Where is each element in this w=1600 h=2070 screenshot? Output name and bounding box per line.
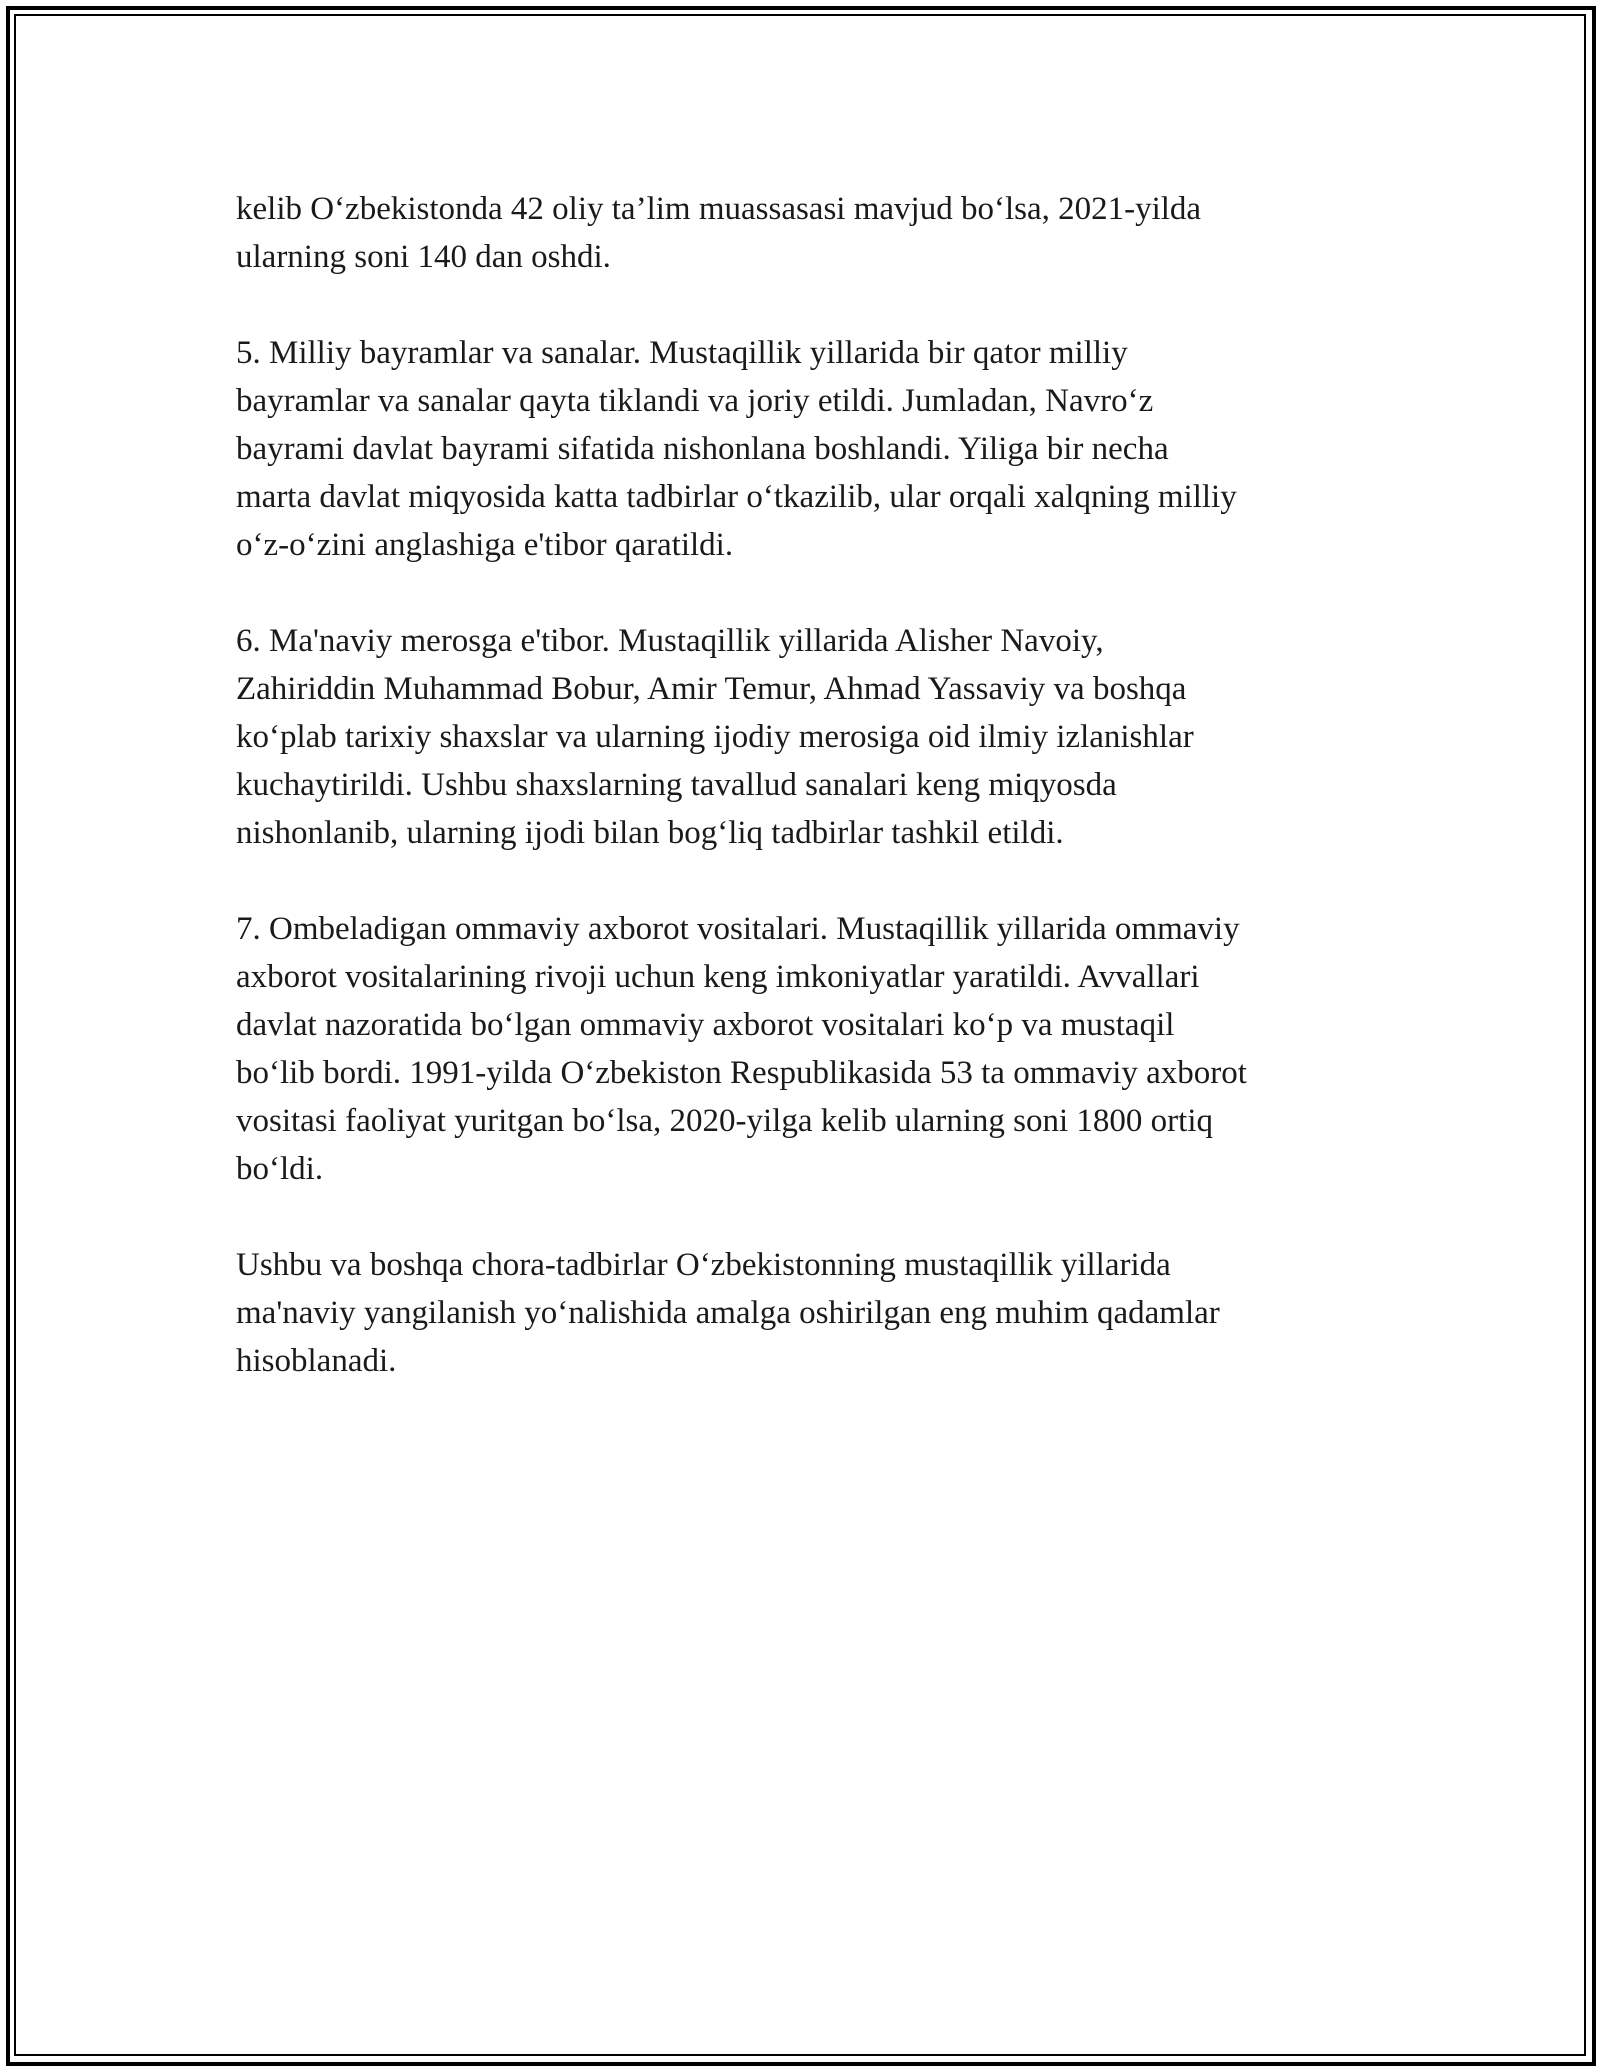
paragraph-item-5: 5. Milliy bayramlar va sanalar. Mustaqillik yillarida bir qator milliy bayramlar va sanalar qayta tiklandi va joriy etildi. Jumladan, Navro‘z bayrami davlat bayrami sifatida nishonlana boshlandi. Yiliga bir necha marta davlat miqyosida katta tadbirlar o‘tkazilib, ular orqali xalqning milliy o‘z-o‘zini anglashiga e'tibor qaratildi. [236,335,1237,563]
paragraph-continuation: kelib O‘zbekistonda 42 oliy ta’lim muassasasi mavjud bo‘lsa, 2021-yilda ularning soni 140 dan oshdi. [236,191,1202,275]
document-body [236,185,1376,1433]
paragraph-conclusion: Ushbu va boshqa chora-tadbirlar O‘zbekistonning mustaqillik yillarida ma'naviy yangilanish yo‘nalishida amalga oshirilgan eng muhim qadamlar hisoblanadi. [236,1247,1220,1379]
paragraph-item-6: 6. Ma'naviy merosga e'tibor. Mustaqillik yillarida Alisher Navoiy, Zahiriddin Muhammad Bobur, Amir Temur, Ahmad Yassaviy va boshqa ko‘plab tarixiy shaxslar va ularning ijodiy merosiga oid ilmiy izlanishlar kuchaytirildi. Ushbu shaxslarning tavallud sanalari keng miqyosda nishonlanib, ularning ijodi bilan bog‘liq tadbirlar tashkil etildi. [236,623,1194,851]
paragraph-item-7: 7. Ombeladigan ommaviy axborot vositalari. Mustaqillik yillarida ommaviy axborot vositalarining rivoji uchun keng imkoniyatlar yaratildi. Avvallari davlat nazoratida bo‘lgan ommaviy axborot vositalari ko‘p va mustaqil bo‘lib bordi. 1991-yilda O‘zbekiston Respublikasida 53 ta ommaviy axborot vositasi faoliyat yuritgan bo‘lsa, 2020-yilga kelib ularning soni 1800 ortiq bo‘ldi. [236,911,1247,1187]
